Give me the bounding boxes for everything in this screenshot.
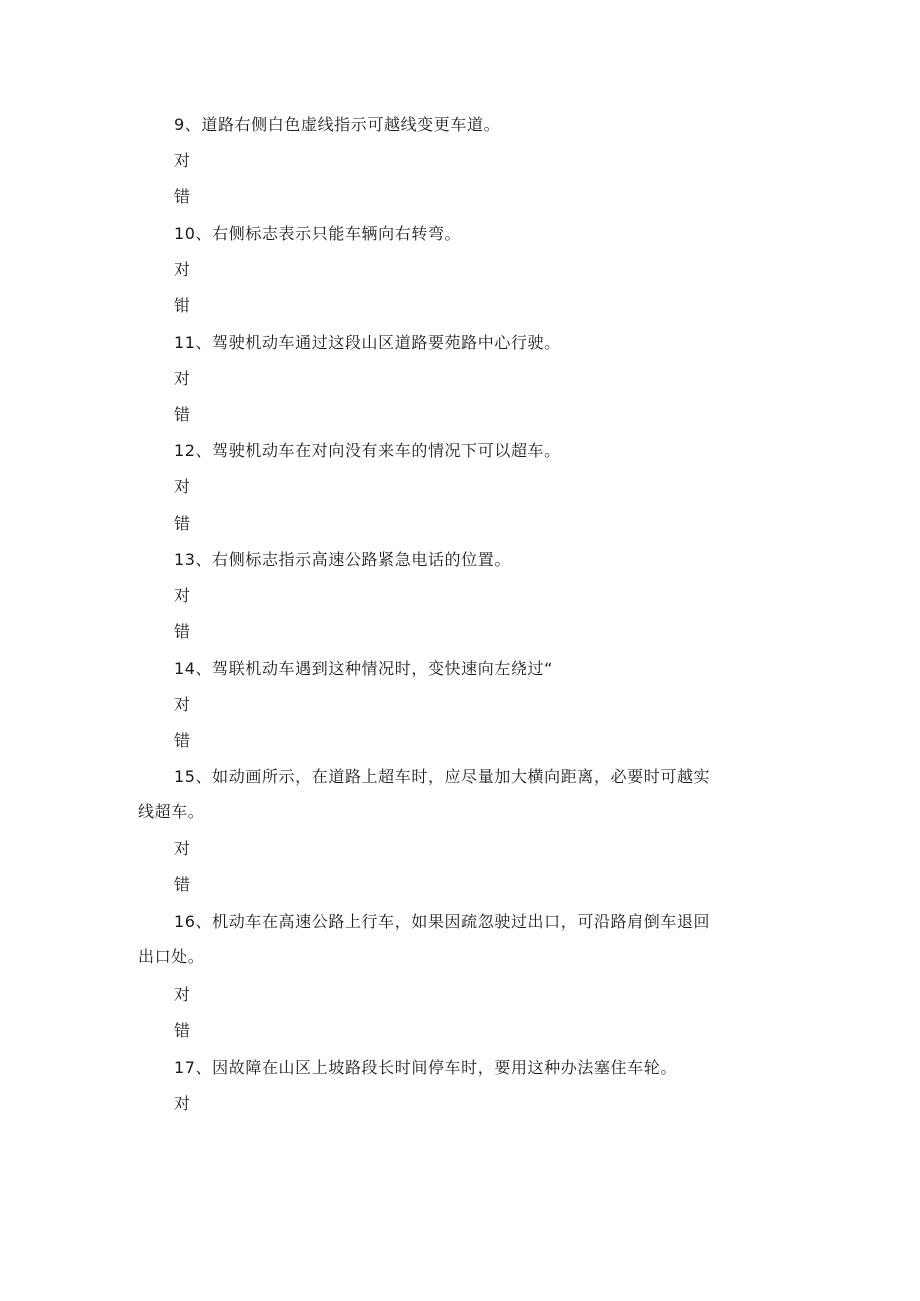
question-10-option-true: 对	[174, 260, 191, 279]
question-14-option-false: 错	[174, 731, 191, 750]
question-14-option-true: 对	[174, 695, 191, 714]
question-16: 16、机动车在高速公路上行车，如果因疏忽驶过出口，可沿路肩倒车退回	[174, 912, 711, 931]
question-15-option-false: 错	[174, 875, 191, 894]
question-11-option-true: 对	[174, 369, 191, 388]
question-12: 12、驾驶机动车在对向没有来车的情况下可以超车。	[174, 441, 561, 460]
question-17-option-true: 对	[174, 1094, 191, 1113]
question-13-option-false: 错	[174, 622, 191, 641]
question-15: 15、如动画所示，在道路上超车时，应尽量加大横向距离，必要时可越实	[174, 767, 711, 786]
question-10-option-false: 钳	[174, 296, 191, 315]
question-11: 11、驾驶机动车通过这段山区道路要苑路中心行驶。	[174, 333, 561, 352]
question-15-continuation: 线超车。	[138, 802, 205, 821]
question-16-option-false: 错	[174, 1021, 191, 1040]
question-11-option-false: 错	[174, 405, 191, 424]
question-15-option-true: 对	[174, 839, 191, 858]
question-12-option-true: 对	[174, 477, 191, 496]
question-10: 10、右侧标志表示只能车辆向右转弯。	[174, 224, 462, 243]
question-13: 13、右侧标志指示高速公路紧急电话的位置。	[174, 550, 511, 569]
question-12-option-false: 错	[174, 514, 191, 533]
question-16-option-true: 对	[174, 985, 191, 1004]
question-14: 14、驾联机动车遇到这种情况时，变快速向左绕过“	[174, 659, 554, 678]
question-9-option-false: 错	[174, 187, 191, 206]
question-17: 17、因故障在山区上坡路段长时间停车时，要用这种办法塞住车轮。	[174, 1058, 677, 1077]
question-16-continuation: 出口处。	[138, 947, 205, 966]
question-13-option-true: 对	[174, 586, 191, 605]
question-9: 9、道路右侧白色虚线指示可越线变更车道。	[174, 115, 501, 134]
question-9-option-true: 对	[174, 151, 191, 170]
